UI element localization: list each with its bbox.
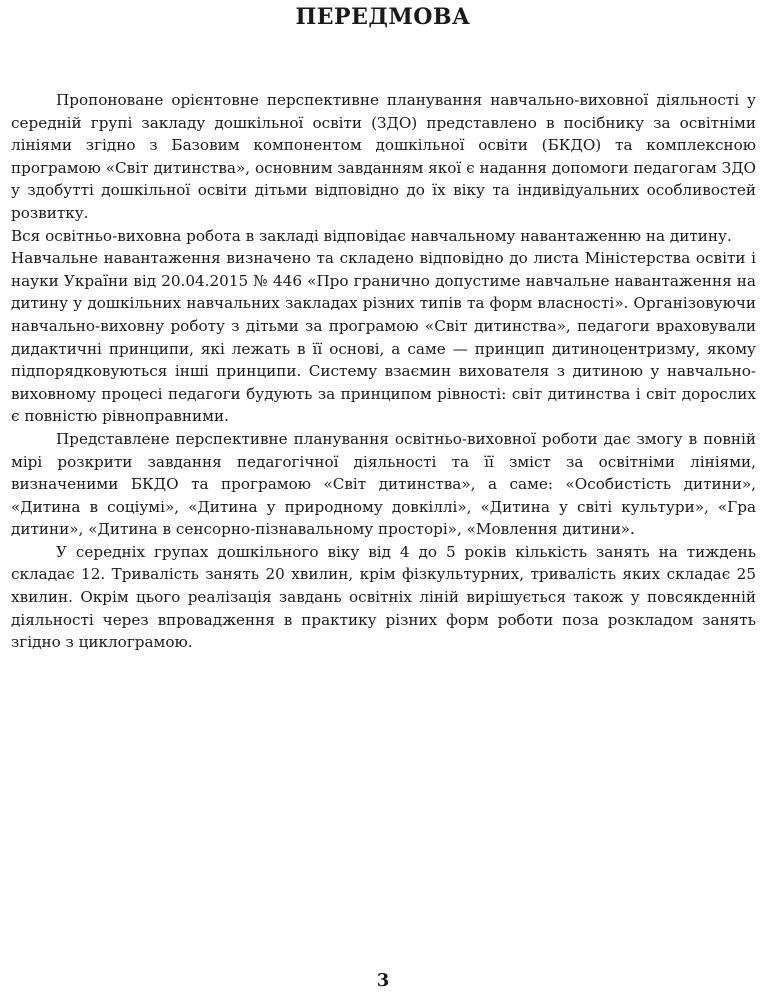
paragraph-intro: Пропоноване орієнтовне перспективне планування навчально-виховної діяльності у середній групі закладу дошкільної освіти (ЗДО) представлено в посібнику за освітніми лініями згідно з Базовим компонентом дошкільної освіти (БКДО) та комплексною програмою «Світ дитинства», основним завданням якої є надання допомоги педагогам ЗДО у здобутті дошкільної освіти дітьми відповідно до їх віку та індивідуальних особливостей розвитку. (11, 91, 756, 222)
paragraph-schedule: У середніх групах дошкільного віку від 4 до 5 років кількість занять на тиждень складає 12. Тривалість занять 20 хвилин, крім фізкультурних, тривалість яких складає 25 хвилин. Окрім цього реалізація завдань освітніх ліній вирішується також у повсякденній діяльності через впровадження в практику різних форм роботи поза розкладом занять згідно з циклограмою. (11, 542, 756, 652)
paragraph-planning: Представлене перспективне планування освітньо-виховної роботи дає змогу в повній мірі розкрити завдання педагогічної діяльності та її зміст за освітніми лініями, визначеними БКДО та програмою «Світ дитинства», а саме: «Особистість дитини», «Дитина в соціумі», «Дитина у природному довкіллі», «Дитина у світі культури», «Гра дитини», «Дитина в сенсорно-пізнавальному просторі», «Мовлення дитини». (11, 429, 756, 539)
paragraph-regulation: Навчальне навантаження визначено та складено відповідно до листа Міністерства освіти і науки України від 20.04.2015 № 446 «Про гранично допустиме навчальне навантаження на дитину у дошкільних навчальних закладах різних типів та форм власності». Організовуючи навчально-виховну роботу з дітьми за програмою «Світ дитинства», педагоги враховували дидактичні принципи, які лежать в її основі, а саме — принцип дитиноцентризму, якому підпорядковуються інші принципи. Систему взаємин вихователя з дитиною у навчально-виховному процесі педагоги будують за принципом рівності: світ дитинства і світ дорослих є повністю рівноправними. (11, 249, 756, 426)
body-text (11, 89, 756, 654)
paragraph-workload: Вся освітньо-виховна робота в закладі відповідає навчальному навантаженню на дитину. (11, 226, 732, 245)
page-number: 3 (376, 970, 390, 991)
page-title: ПЕРЕДМОВА (295, 4, 471, 30)
